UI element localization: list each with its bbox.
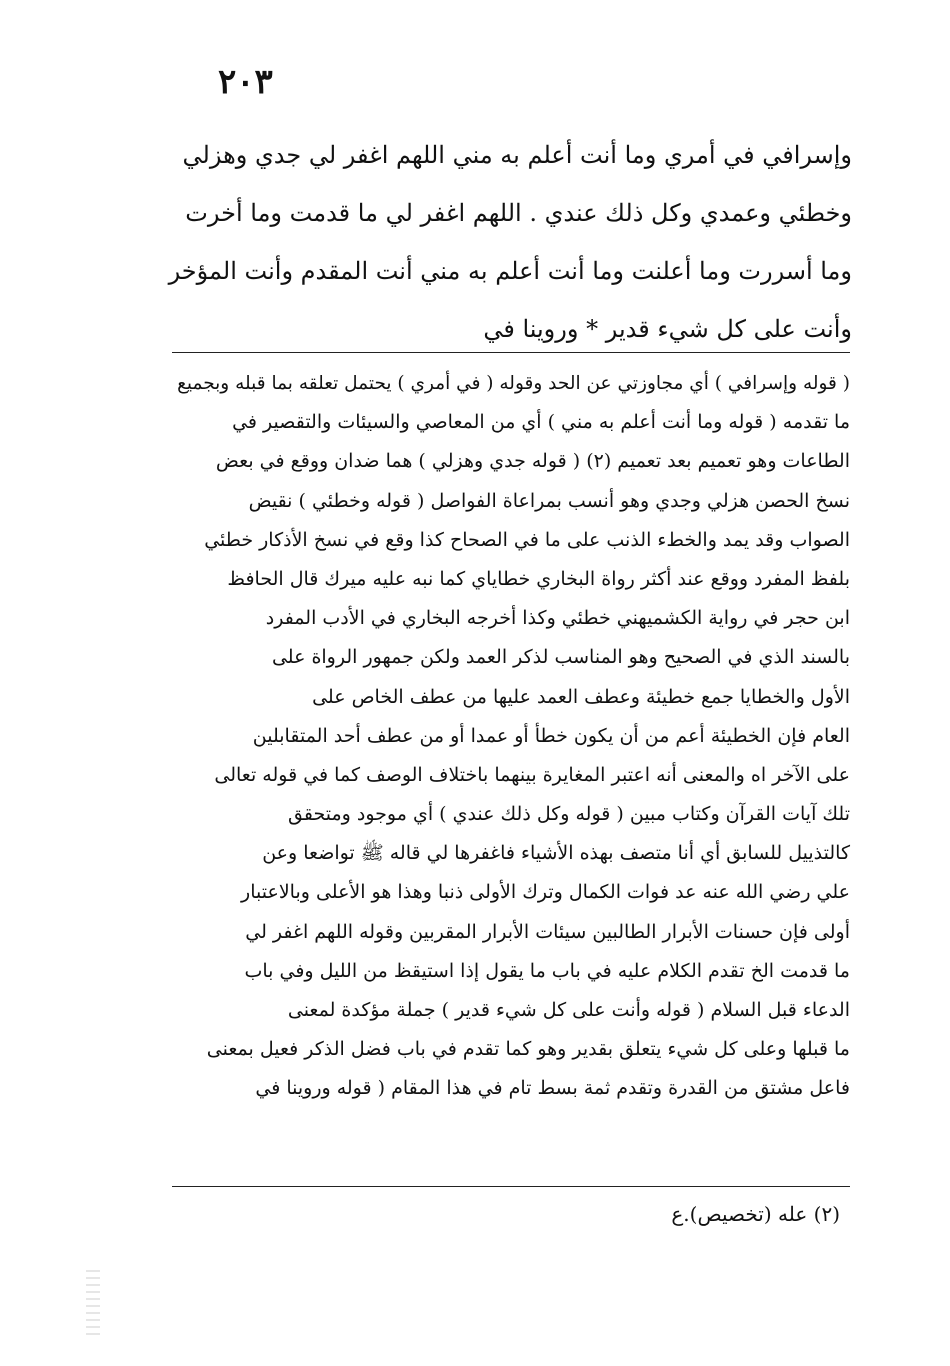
commentary-line: بلفظ المفرد ووقع عند أكثر رواة البخاري خطاياي كما نبه عليه ميرك قال الحافظ: [227, 567, 850, 590]
footnote: (٢) عله (تخصيص).ع: [671, 1202, 840, 1226]
commentary-line: الصواب وقد يمد والخطء الذنب على ما في الصحاح كذا وقع في نسخ الأذكار خطئي: [204, 528, 850, 551]
top-divider: [172, 352, 850, 353]
main-text-line: وأنت على كل شيء قدير * وروينا في: [483, 315, 852, 343]
commentary-line: نسخ الحصن هزلي وجدي وهو أنسب بمراعاة الفواصل ( قوله وخطئي ) نقيض: [248, 489, 850, 512]
commentary-line: أولى فإن حسنات الأبرار الطالبين سيئات الأبرار المقربين وقوله اللهم اغفر لي: [245, 920, 850, 943]
scan-mark: [86, 1270, 100, 1340]
commentary-line: تلك آيات القرآن وكتاب مبين ( قوله وكل ذلك عندي ) أي موجود ومتحقق: [288, 803, 850, 826]
commentary: [172, 364, 850, 1109]
commentary-line: الطاعات وهو تعميم بعد تعميم (٢) ( قوله جدي وهزلي ) هما ضدان ووقع في بعض: [215, 450, 850, 473]
commentary-line: ابن حجر في رواية الكشميهني خطئي وكذا أخرجه البخاري في الأدب المفرد: [265, 607, 850, 630]
page-number: ٢٠٣: [218, 62, 273, 102]
commentary-line: الأول والخطايا جمع خطيئة وعطف العمد عليها من عطف الخاص على: [312, 685, 850, 708]
commentary-line: كالتذييل للسابق أي أنا متصف بهذه الأشياء فاغفرها لي قاله ﷺ تواضعا وعن: [262, 842, 850, 865]
main-text: [140, 126, 852, 358]
main-text-line: وإسرافي في أمري وما أنت أعلم به مني اللهم اغفر لي جدي وهزلي: [182, 141, 852, 169]
main-text-line: وما أسررت وما أعلنت وما أنت أعلم به مني أنت المقدم وأنت المؤخر: [168, 257, 852, 285]
commentary-line: فاعل مشتق من القدرة وتقدم ثمة بسط تام في هذا المقام ( قوله وروينا في: [255, 1077, 850, 1100]
commentary-line: الدعاء قبل السلام ( قوله وأنت على كل شيء قدير ) جملة مؤكدة لمعنى: [287, 999, 850, 1021]
commentary-line: على الآخر اه والمعنى أنه اعتبر المغايرة بينهما باختلاف الوصف كما في قوله تعالى: [214, 763, 850, 786]
commentary-line: علي رضي الله عنه عد فوات الكمال وترك الأولى ذنبا وهذا هو الأعلى وبالاعتبار: [241, 881, 850, 904]
commentary-line: ما قدمت الخ تقدم الكلام عليه في باب ما يقول إذا استيقظ من الليل وفي باب: [244, 959, 850, 982]
commentary-line: ( قوله وإسرافي ) أي مجاوزتي عن الحد وقوله ( في أمري ) يحتمل تعلقه بما قبله وبجميع: [177, 373, 850, 394]
commentary-line: العام فإن الخطيئة أعم من أن يكون خطأ أو عمدا أو من عطف أحد المتقابلين: [252, 724, 850, 747]
commentary-line: بالسند الذي في الصحيح وهو المناسب لذكر العمد ولكن جمهور الرواة على: [271, 646, 850, 669]
commentary-line: ما تقدمه ( قوله وما أنت أعلم به مني ) أي من المعاصي والسيئات والتقصير في: [232, 411, 850, 434]
bottom-divider: [172, 1186, 850, 1187]
commentary-line: ما قبلها وعلى كل شيء يتعلق بقدير وهو كما تقدم في باب فضل الذكر فعيل بمعنى: [206, 1038, 850, 1061]
main-text-line: وخطئي وعمدي وكل ذلك عندي . اللهم اغفر لي ما قدمت وما أخرت: [185, 199, 852, 227]
